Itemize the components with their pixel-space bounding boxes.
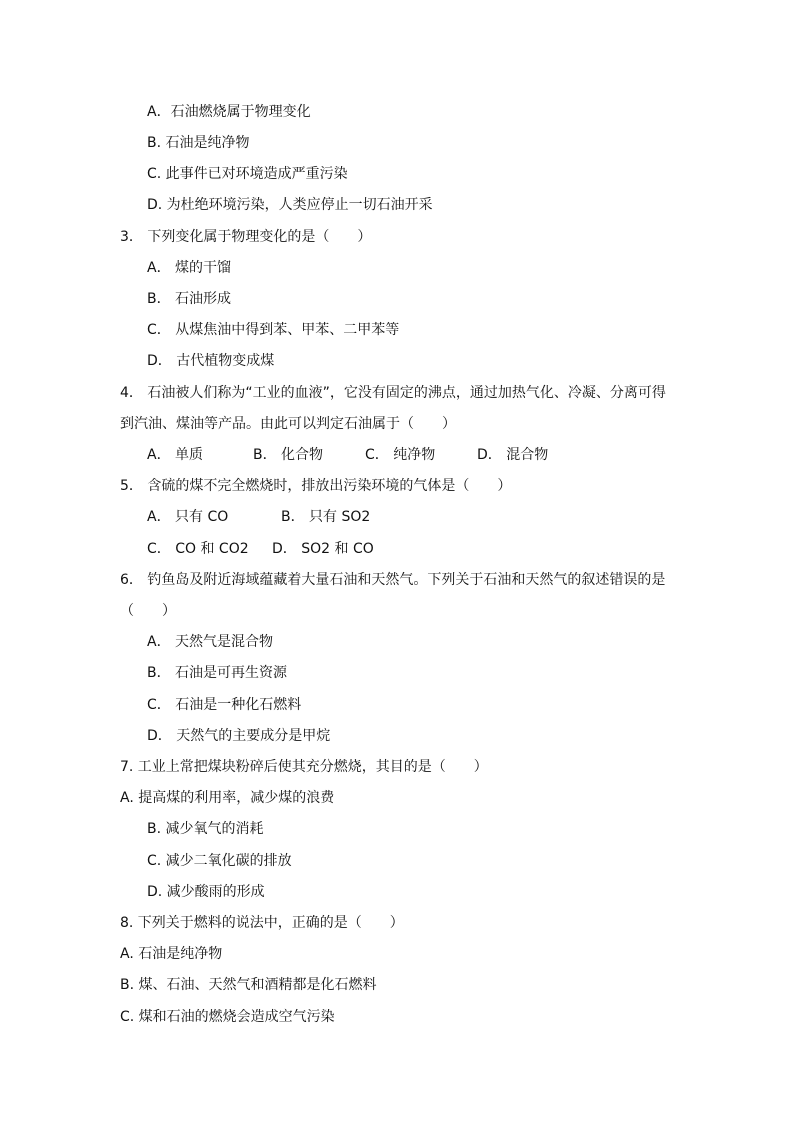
q4-stem-line2: 到汽油、煤油等产品。由此可以判定石油属于（ ） <box>120 416 456 432</box>
q4-option-b: B． 化合物 <box>253 447 324 463</box>
q3-option-d: D． 古代植物变成煤 <box>147 353 275 369</box>
q2-option-b: B. 石油是纯净物 <box>147 135 250 151</box>
q7-option-d: D. 减少酸雨的形成 <box>147 884 265 900</box>
q3-stem: 3． 下列变化属于物理变化的是（ ） <box>120 229 372 245</box>
q2-option-d: D. 为杜绝环境污染，人类应停止一切石油开采 <box>147 197 433 213</box>
q4-option-d: D． 混合物 <box>477 447 549 463</box>
q8-option-a: A. 石油是纯净物 <box>120 946 223 962</box>
q8-option-c: C. 煤和石油的燃烧会造成空气污染 <box>120 1009 335 1025</box>
q4-option-c: C． 纯净物 <box>365 447 436 463</box>
q8-stem: 8. 下列关于燃料的说法中，正确的是（ ） <box>120 915 404 931</box>
q3-option-a: A． 煤的干馏 <box>147 260 232 276</box>
q2-option-c: C. 此事件已对环境造成严重污染 <box>147 166 348 182</box>
q6-option-d: D． 天然气的主要成分是甲烷 <box>147 728 331 744</box>
q7-option-a: A. 提高煤的利用率，减少煤的浪费 <box>120 790 335 806</box>
q8-option-b: B. 煤、石油、天然气和酒精都是化石燃料 <box>120 977 377 993</box>
q5-stem: 5． 含硫的煤不完全燃烧时，排放出污染环境的气体是（ ） <box>120 478 512 494</box>
q2-option-a: A．石油燃烧属于物理变化 <box>147 104 311 120</box>
q5-option-a: A． 只有 CO <box>147 509 229 525</box>
q6-option-c: C． 石油是一种化石燃料 <box>147 697 302 713</box>
q7-stem: 7. 工业上常把煤块粉碎后使其充分燃烧，其目的是（ ） <box>120 759 488 775</box>
q3-option-c: C． 从煤焦油中得到苯、甲苯、二甲苯等 <box>147 322 400 338</box>
q6-option-b: B． 石油是可再生资源 <box>147 665 288 681</box>
q6-option-a: A． 天然气是混合物 <box>147 634 274 650</box>
q7-option-b: B. 减少氧气的消耗 <box>147 821 264 837</box>
q5-option-c: C． CO 和 CO2 <box>147 541 249 557</box>
q6-stem-line2: （ ） <box>120 603 176 619</box>
q5-option-b: B． 只有 SO2 <box>281 509 371 525</box>
q7-option-c: C. 减少二氧化碳的排放 <box>147 853 292 869</box>
q4-option-a: A． 单质 <box>147 447 204 463</box>
q3-option-b: B． 石油形成 <box>147 291 232 307</box>
q4-stem-line1: 4． 石油被人们称为“工业的血液”，它没有固定的沸点，通过加热气化、冷凝、分离可得 <box>120 385 666 401</box>
q6-stem-line1: 6． 钓鱼岛及附近海域蕴藏着大量石油和天然气。下列关于石油和天然气的叙述错误的是 <box>120 572 666 588</box>
q5-option-d: D． SO2 和 CO <box>272 541 374 557</box>
